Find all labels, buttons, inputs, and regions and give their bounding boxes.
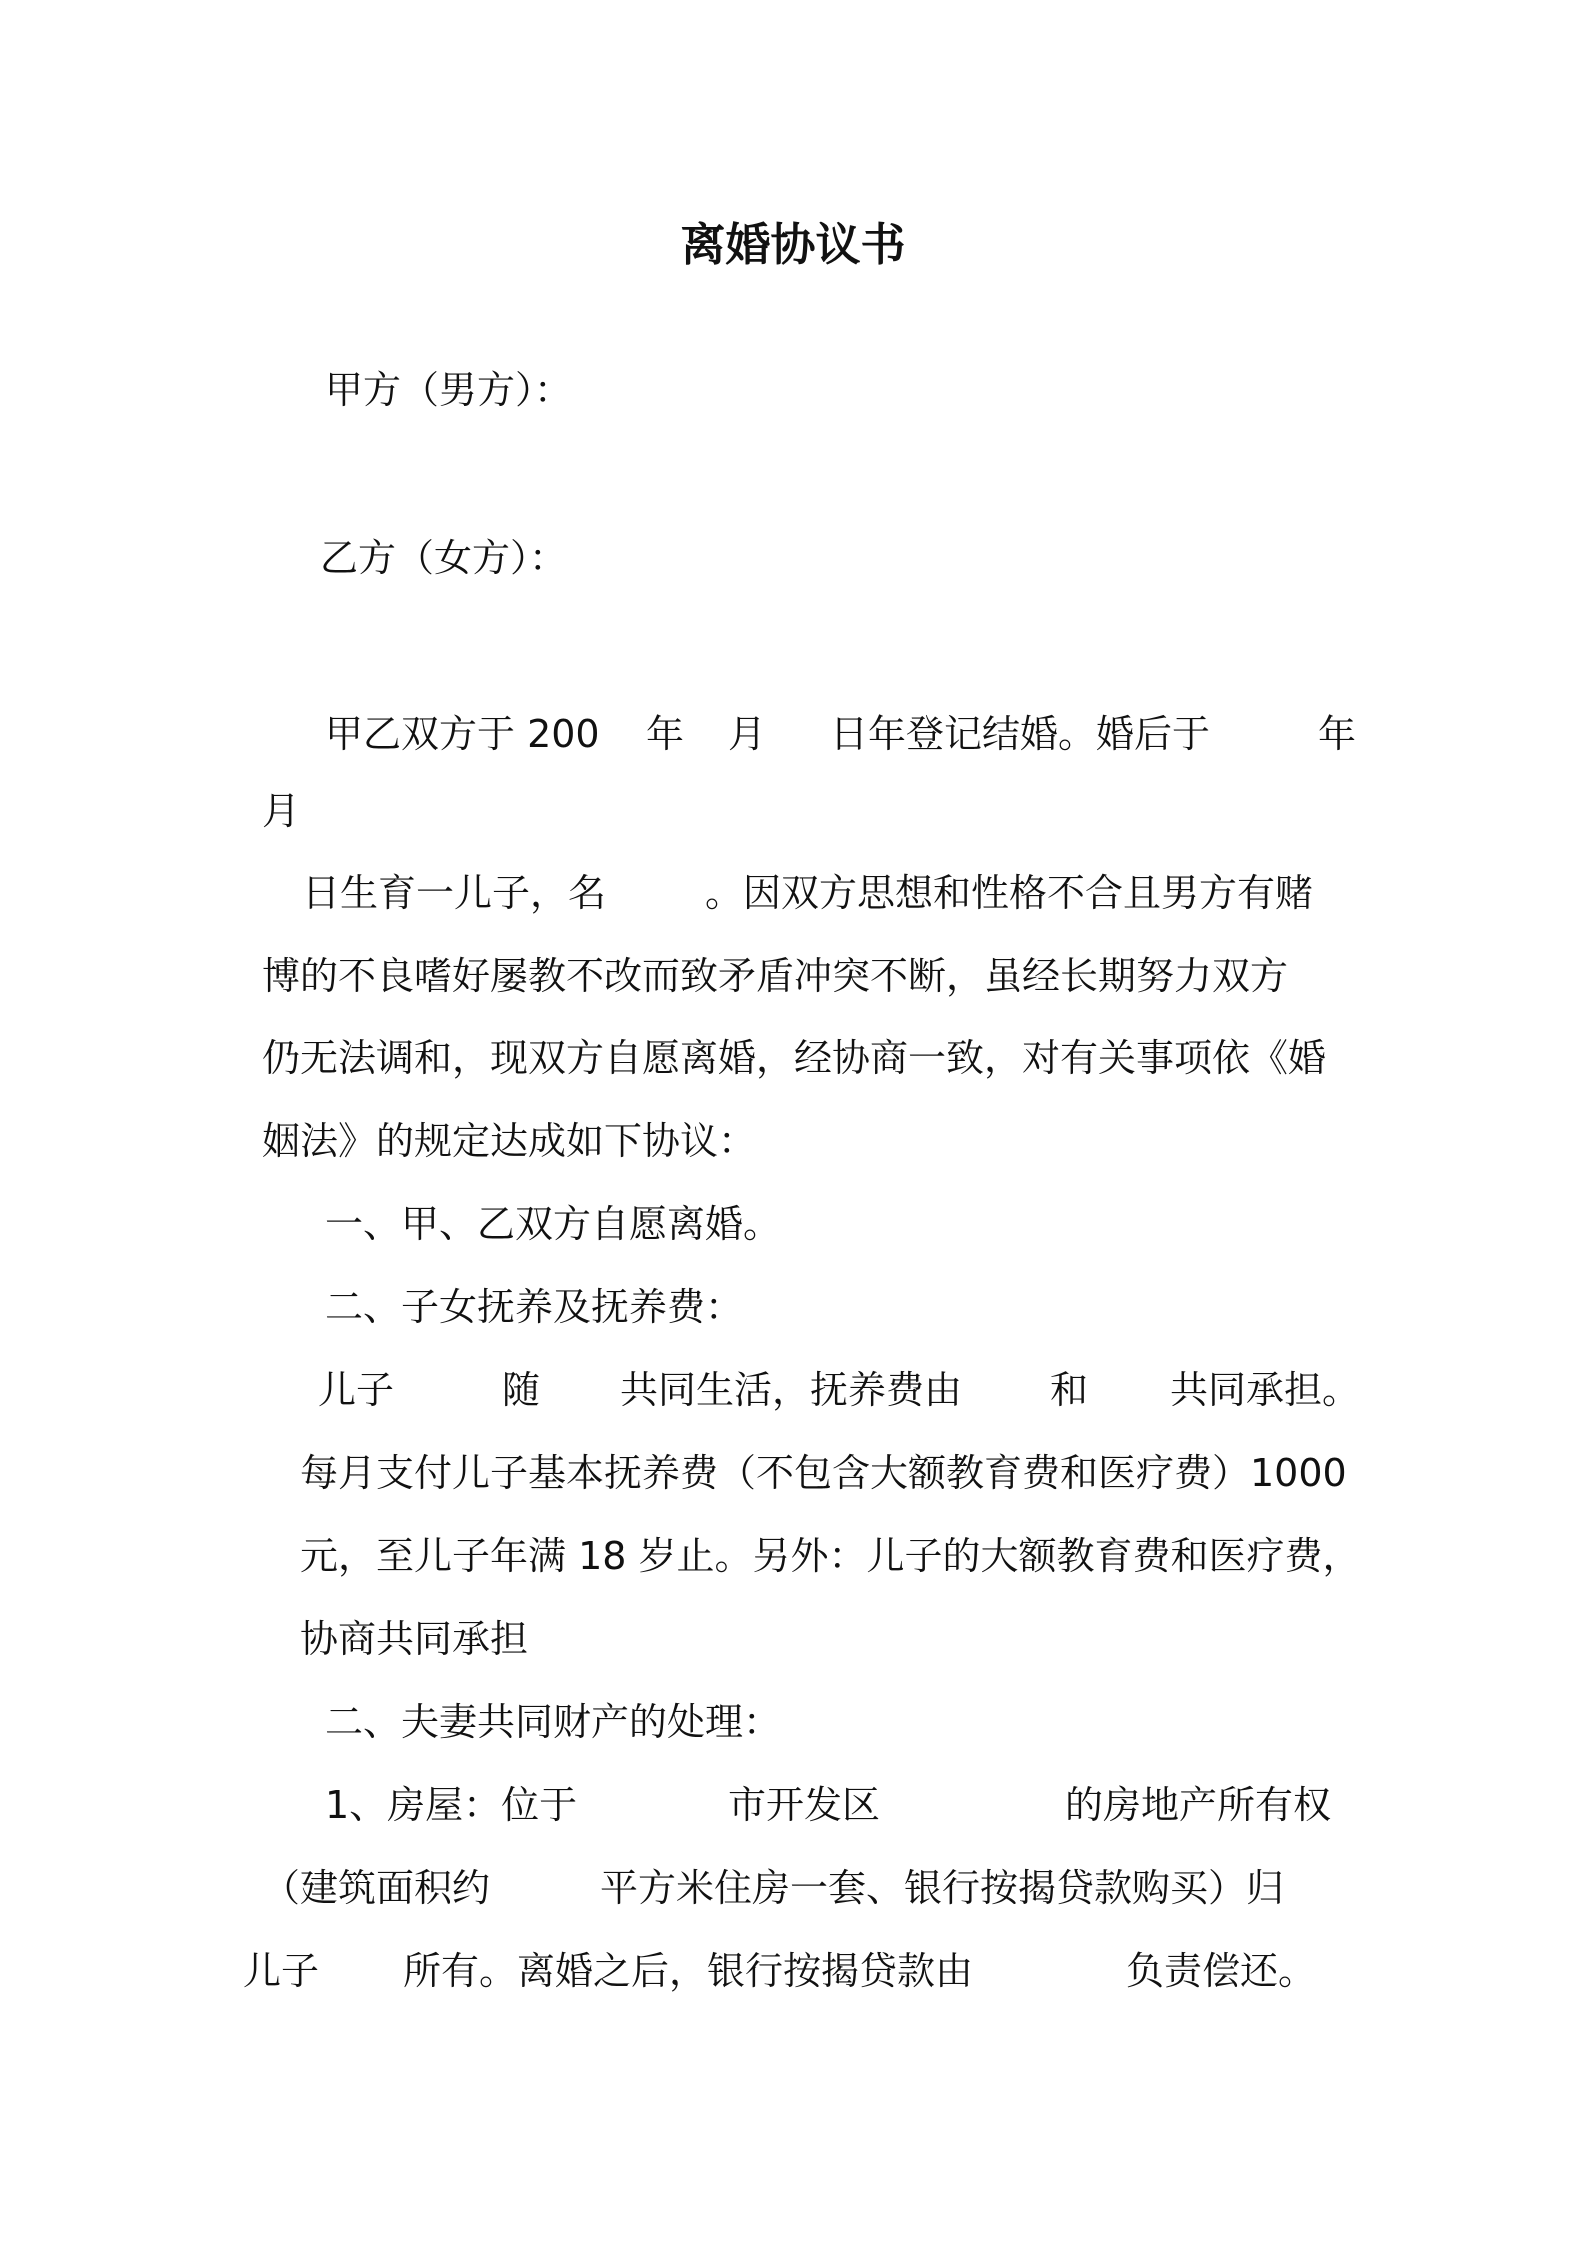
clause-2-heading: 二、子女抚养及抚养费：: [325, 1285, 744, 1329]
clause-3-area-open: （建筑面积约: [262, 1866, 491, 1910]
clause-3-line-2: [0, 1864, 1586, 1912]
intro-year-2: 年: [1318, 712, 1357, 756]
document-title: 离婚协议书: [680, 218, 906, 271]
intro-line-5: 仍无法调和，现双方自愿离婚，经协商一致，对有关事项依《婚: [262, 1036, 1327, 1080]
clause-2-line-1: [0, 1366, 1586, 1414]
intro-month-2: 月: [262, 789, 301, 833]
intro-day-registered: 日年登记结婚。婚后于: [830, 712, 1211, 756]
clause-3-heading: 二、夫妻共同财产的处理：: [325, 1700, 782, 1744]
clause-3-city: 市开发区: [728, 1783, 881, 1827]
clause-3-property: 的房地产所有权: [1065, 1783, 1332, 1827]
intro-line-6: 姻法》的规定达成如下协议：: [262, 1119, 757, 1163]
clause-2-line-3: 元，至儿子年满 18 岁止。另外：儿子的大额教育费和医疗费，: [300, 1534, 1361, 1578]
clause-2-with: 随: [502, 1368, 541, 1412]
clause-1: 一、甲、乙双方自愿离婚。: [325, 1202, 782, 1246]
clause-2-son: 儿子: [318, 1368, 395, 1412]
intro-month: 月: [728, 712, 767, 756]
intro-reason: 。因双方思想和性格不合且男方有赌: [705, 871, 1314, 915]
intro-married-on: 甲乙双方于 200: [325, 712, 600, 756]
intro-son-born: 日生育一儿子，名: [302, 871, 607, 915]
intro-year: 年: [646, 712, 685, 756]
clause-3-line-1: [0, 1781, 1586, 1829]
intro-line-3: [0, 869, 1586, 917]
clause-2-live-together: 共同生活，抚养费由: [620, 1368, 963, 1412]
clause-3-house-label: 1、房屋：位于: [325, 1783, 578, 1827]
party-a-label: 甲方（男方）：: [325, 368, 573, 412]
party-b-label: 乙方（女方）：: [320, 536, 568, 580]
intro-line-1: [0, 710, 1586, 758]
clause-3-line-3: [0, 1947, 1586, 1995]
clause-2-share: 共同承担。: [1170, 1368, 1361, 1412]
clause-3-repay: 负责偿还。: [1126, 1949, 1317, 1993]
clause-2-line-2: 每月支付儿子基本抚养费（不包含大额教育费和医疗费）1000: [300, 1451, 1347, 1495]
clause-3-son: 儿子: [243, 1949, 320, 1993]
clause-2-line-4: 协商共同承担: [300, 1617, 529, 1661]
clause-2-and: 和: [1050, 1368, 1089, 1412]
clause-3-area-rest: 平方米住房一套、银行按揭贷款购买）归: [600, 1866, 1285, 1910]
intro-line-4: 博的不良嗜好屡教不改而致矛盾冲突不断，虽经长期努力双方: [262, 954, 1289, 998]
clause-3-owned: 所有。离婚之后，银行按揭贷款由: [403, 1949, 974, 1993]
